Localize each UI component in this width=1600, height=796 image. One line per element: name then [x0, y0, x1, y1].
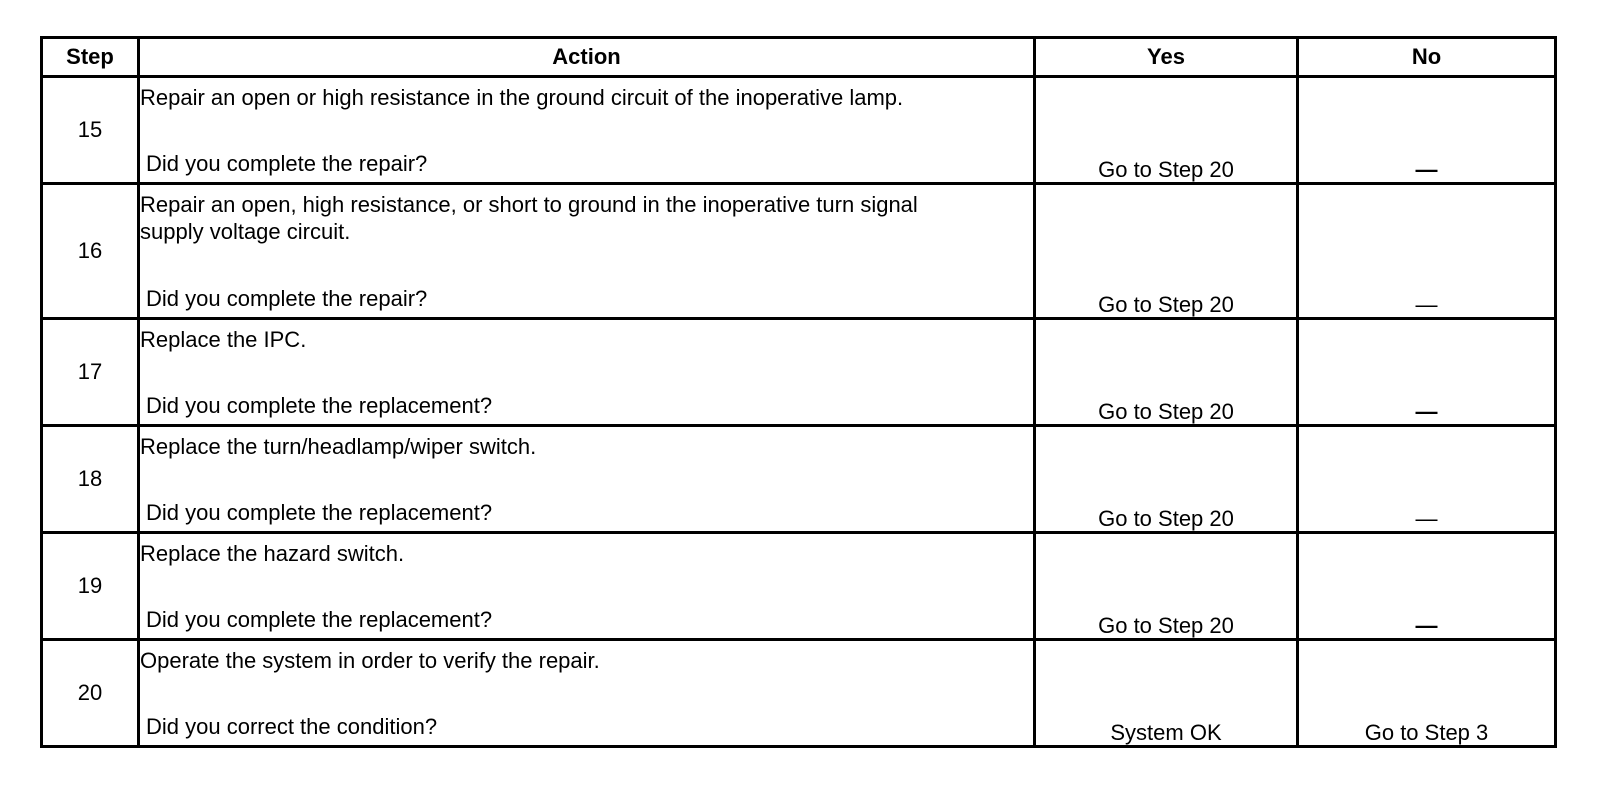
no-result: —: [1298, 426, 1556, 533]
table-row: [42, 426, 1556, 533]
step-number: 19: [42, 533, 139, 640]
action-cell: [139, 77, 1035, 184]
table-row: [42, 184, 1556, 319]
yes-result: Go to Step 20: [1035, 533, 1298, 640]
action-question: Did you complete the replacement?: [146, 393, 493, 418]
header-row: [42, 38, 1556, 77]
no-result: —: [1298, 77, 1556, 184]
action-cell: [139, 426, 1035, 533]
action-instruction: Repair an open, high resistance, or short to ground in the inoperative turn signal supply voltage circuit.: [140, 192, 918, 244]
action-question: Did you correct the condition?: [146, 714, 438, 739]
table-row: [42, 640, 1556, 747]
diagnostic-table: [40, 36, 1557, 748]
table-row: [42, 533, 1556, 640]
yes-result: Go to Step 20: [1035, 77, 1298, 184]
step-number: 20: [42, 640, 139, 747]
action-cell: [139, 640, 1035, 747]
yes-result: Go to Step 20: [1035, 426, 1298, 533]
header-no: No: [1298, 38, 1556, 77]
step-number: 18: [42, 426, 139, 533]
action-cell: [139, 319, 1035, 426]
step-number: 17: [42, 319, 139, 426]
table-row: [42, 319, 1556, 426]
action-instruction: Operate the system in order to verify the repair.: [140, 648, 600, 673]
no-result: —: [1298, 319, 1556, 426]
yes-result: Go to Step 20: [1035, 319, 1298, 426]
action-cell: [139, 533, 1035, 640]
action-question: Did you complete the replacement?: [146, 607, 493, 632]
no-result: —: [1298, 184, 1556, 319]
action-cell: [139, 184, 1035, 319]
yes-result: System OK: [1035, 640, 1298, 747]
action-instruction: Replace the IPC.: [140, 327, 307, 352]
yes-result: Go to Step 20: [1035, 184, 1298, 319]
header-step: Step: [42, 38, 139, 77]
action-instruction: Replace the hazard switch.: [140, 541, 405, 566]
header-yes: Yes: [1035, 38, 1298, 77]
action-question: Did you complete the repair?: [146, 286, 428, 311]
action-question: Did you complete the repair?: [146, 151, 428, 176]
action-instruction: Replace the turn/headlamp/wiper switch.: [140, 434, 537, 459]
header-action: Action: [139, 38, 1035, 77]
no-result: Go to Step 3: [1298, 640, 1556, 747]
no-result: —: [1298, 533, 1556, 640]
step-number: 15: [42, 77, 139, 184]
action-question: Did you complete the replacement?: [146, 500, 493, 525]
table-row: [42, 77, 1556, 184]
step-number: 16: [42, 184, 139, 319]
action-instruction: Repair an open or high resistance in the ground circuit of the inoperative lamp.: [140, 85, 904, 110]
